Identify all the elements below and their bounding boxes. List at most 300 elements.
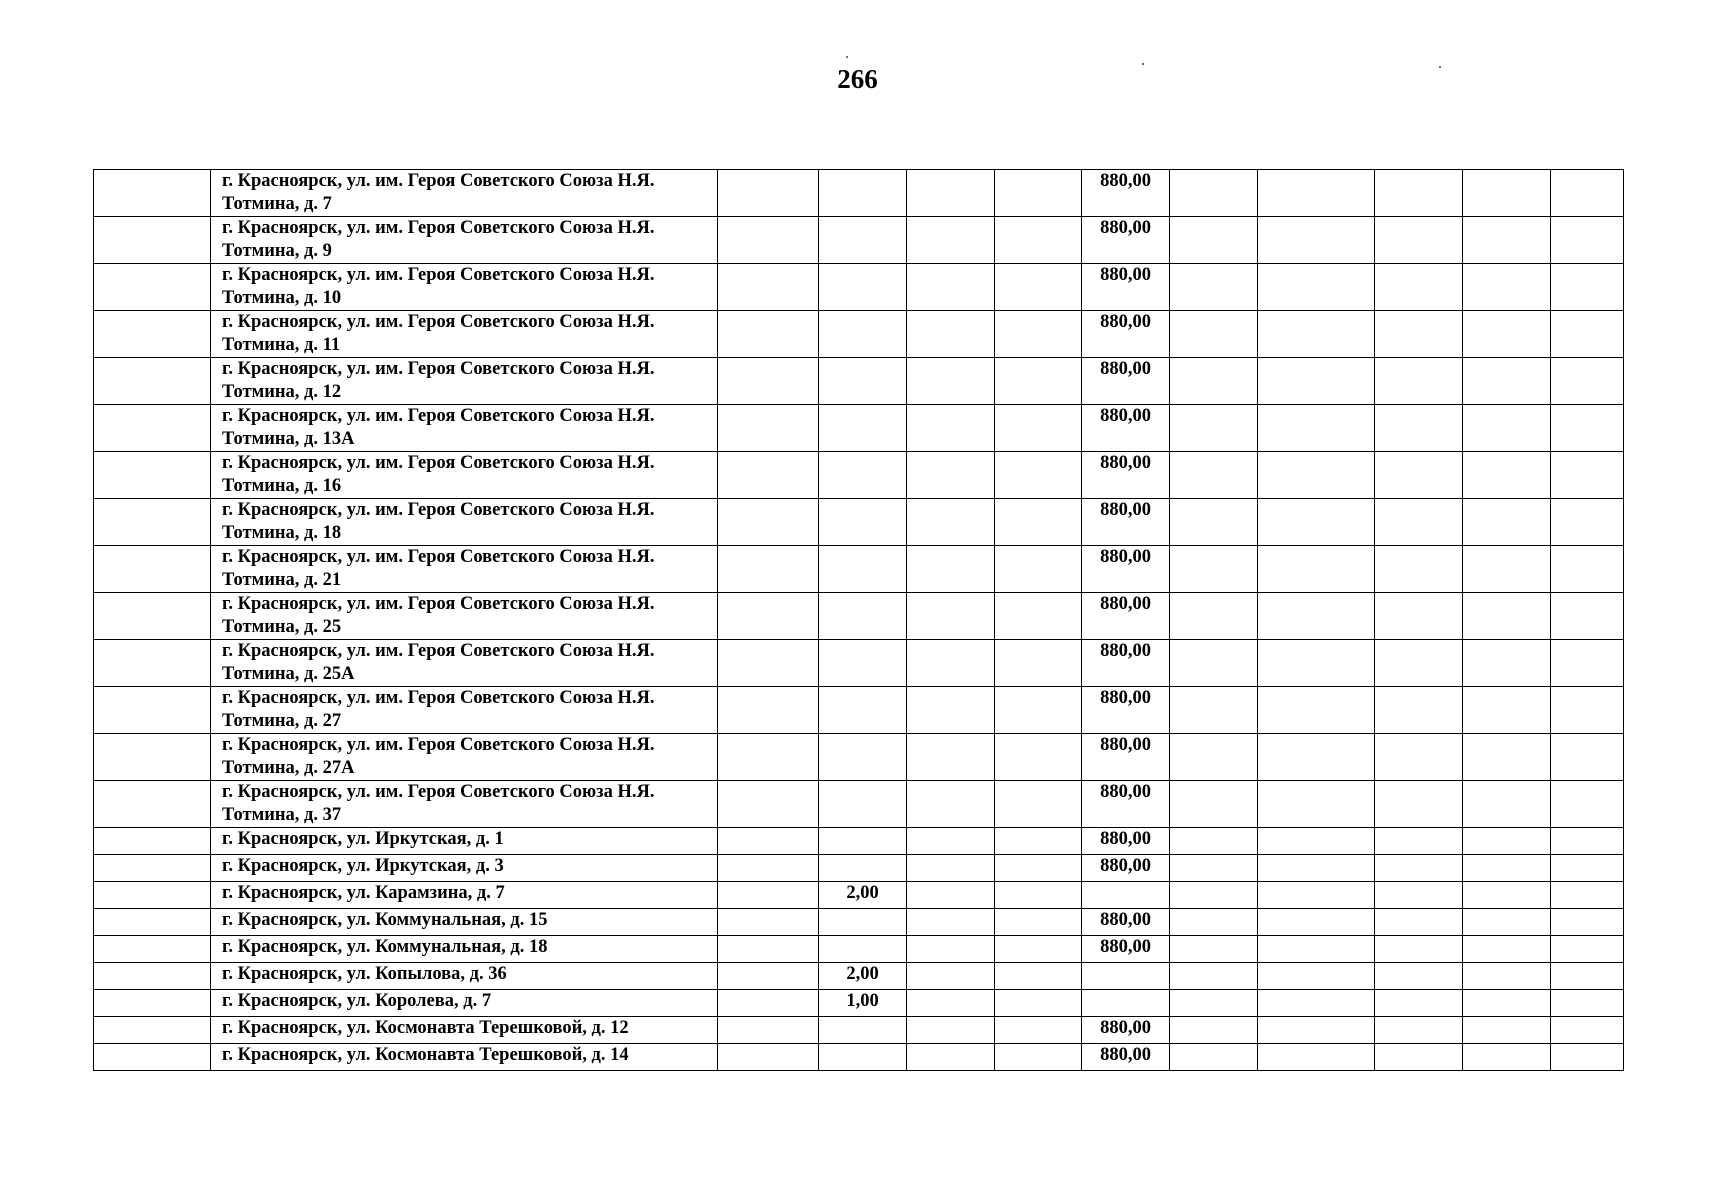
empty-cell [1551,499,1624,546]
address-line-2: Тотмина, д. 21 [222,570,342,590]
empty-cell [907,546,995,593]
address-line-1: г. Красноярск, ул. им. Героя Советского Союза Н.Я. [222,171,655,191]
quantity-cell [819,546,907,593]
empty-cell [907,311,995,358]
empty-cell [1258,855,1375,882]
empty-cell [1258,781,1375,828]
empty-cell [1463,963,1551,990]
empty-cell [94,405,211,452]
empty-cell [1170,882,1258,909]
empty-cell [1463,499,1551,546]
address-line-2: Тотмина, д. 25 [222,617,342,637]
empty-cell [1258,828,1375,855]
empty-cell [1258,311,1375,358]
empty-cell [1258,963,1375,990]
page-number: 266 [837,64,878,94]
empty-cell [995,499,1082,546]
empty-cell [995,936,1082,963]
empty-cell [907,734,995,781]
empty-cell [1551,936,1624,963]
empty-cell [1551,405,1624,452]
quantity-cell [819,909,907,936]
empty-cell [1375,1044,1463,1071]
empty-cell [1170,855,1258,882]
empty-cell [1463,909,1551,936]
amount-cell: 880,00 [1082,499,1170,546]
address-line-2: Тотмина, д. 9 [222,241,332,261]
empty-cell [94,1017,211,1044]
empty-cell [94,593,211,640]
amount-cell: 880,00 [1082,909,1170,936]
empty-cell [718,936,819,963]
empty-cell [1375,499,1463,546]
address-line-1: г. Красноярск, ул. им. Героя Советского Союза Н.Я. [222,641,655,661]
table-row [94,909,1624,936]
empty-cell [1375,781,1463,828]
empty-cell [1170,963,1258,990]
address-line-2: Тотмина, д. 12 [222,382,342,402]
empty-cell [995,909,1082,936]
quantity-cell: 1,00 [819,990,907,1017]
empty-cell [718,990,819,1017]
address-line-1: г. Красноярск, ул. им. Героя Советского Союза Н.Я. [222,594,655,614]
empty-cell [907,936,995,963]
empty-cell [1463,217,1551,264]
empty-cell [907,217,995,264]
address-line-2: Тотмина, д. 11 [222,335,341,355]
empty-cell [1551,593,1624,640]
empty-cell [718,593,819,640]
address-cell [211,781,718,828]
empty-cell [907,963,995,990]
quantity-cell [819,452,907,499]
empty-cell [94,640,211,687]
address-cell [211,882,718,909]
quantity-cell: 2,00 [819,963,907,990]
empty-cell [1551,1044,1624,1071]
empty-cell [1375,264,1463,311]
empty-cell [94,828,211,855]
empty-cell [718,358,819,405]
empty-cell [1551,217,1624,264]
empty-cell [1463,452,1551,499]
quantity-cell [819,170,907,217]
empty-cell [1463,882,1551,909]
table-body [94,170,1624,1071]
empty-cell [1375,217,1463,264]
address-line-1: г. Красноярск, ул. Карамзина, д. 7 [222,883,505,903]
empty-cell [94,734,211,781]
amount-cell: 880,00 [1082,452,1170,499]
quantity-cell [819,1044,907,1071]
amount-cell: 880,00 [1082,828,1170,855]
empty-cell [1375,311,1463,358]
address-line-2: Тотмина, д. 16 [222,476,342,496]
quantity-cell [819,217,907,264]
address-line-1: г. Красноярск, ул. им. Героя Советского Союза Н.Я. [222,547,655,567]
table-row [94,963,1624,990]
empty-cell [94,358,211,405]
empty-cell [94,499,211,546]
empty-cell [1551,990,1624,1017]
empty-cell [94,882,211,909]
address-line-1: г. Красноярск, ул. Копылова, д. 36 [222,964,507,984]
empty-cell [1375,936,1463,963]
amount-cell: 880,00 [1082,781,1170,828]
empty-cell [1258,499,1375,546]
empty-cell [1258,1017,1375,1044]
empty-cell [995,452,1082,499]
address-line-1: г. Красноярск, ул. им. Героя Советского Союза Н.Я. [222,218,655,238]
empty-cell [1463,640,1551,687]
empty-cell [907,687,995,734]
empty-cell [1463,405,1551,452]
address-cell [211,311,718,358]
empty-cell [1551,170,1624,217]
empty-cell [1551,855,1624,882]
empty-cell [1551,781,1624,828]
empty-cell [1375,734,1463,781]
empty-cell [1258,217,1375,264]
empty-cell [1258,1044,1375,1071]
empty-cell [907,828,995,855]
empty-cell [1463,734,1551,781]
empty-cell [1551,264,1624,311]
address-cell [211,909,718,936]
amount-cell: 880,00 [1082,217,1170,264]
empty-cell [995,855,1082,882]
empty-cell [1551,640,1624,687]
empty-cell [1258,593,1375,640]
empty-cell [995,990,1082,1017]
address-line-1: г. Красноярск, ул. Королева, д. 7 [222,991,492,1011]
empty-cell [1258,358,1375,405]
empty-cell [1170,734,1258,781]
address-line-2: Тотмина, д. 10 [222,288,342,308]
table-row [94,990,1624,1017]
empty-cell [718,687,819,734]
address-line-2: Тотмина, д. 27А [222,758,355,778]
address-line-2: Тотмина, д. 18 [222,523,342,543]
amount-cell: 880,00 [1082,264,1170,311]
address-cell [211,963,718,990]
amount-cell [1082,990,1170,1017]
empty-cell [1258,990,1375,1017]
empty-cell [995,405,1082,452]
amount-cell: 880,00 [1082,405,1170,452]
empty-cell [1463,1017,1551,1044]
empty-cell [1463,990,1551,1017]
address-line-1: г. Красноярск, ул. Космонавта Терешковой, д. 14 [222,1045,629,1065]
empty-cell [1170,358,1258,405]
empty-cell [1551,358,1624,405]
quantity-cell [819,358,907,405]
empty-cell [995,311,1082,358]
empty-cell [907,1017,995,1044]
empty-cell [1258,909,1375,936]
address-line-1: г. Красноярск, ул. Иркутская, д. 3 [222,856,504,876]
address-cell [211,734,718,781]
table-row [94,828,1624,855]
empty-cell [1258,546,1375,593]
empty-cell [718,963,819,990]
empty-cell [1551,828,1624,855]
quantity-cell [819,311,907,358]
empty-cell [94,963,211,990]
address-cell [211,264,718,311]
empty-cell [718,828,819,855]
empty-cell [1258,734,1375,781]
empty-cell [907,855,995,882]
address-cell [211,990,718,1017]
empty-cell [718,311,819,358]
table-row [94,687,1624,734]
table-row [94,1044,1624,1071]
quantity-cell [819,828,907,855]
amount-cell: 880,00 [1082,1017,1170,1044]
empty-cell [94,781,211,828]
empty-cell [1258,264,1375,311]
empty-cell [718,405,819,452]
scan-speck [1439,66,1441,68]
table-row [94,855,1624,882]
amount-cell: 880,00 [1082,640,1170,687]
table-row [94,217,1624,264]
empty-cell [1375,170,1463,217]
quantity-cell [819,687,907,734]
empty-cell [94,170,211,217]
empty-cell [1258,170,1375,217]
address-line-2: Тотмина, д. 37 [222,805,342,825]
empty-cell [907,1044,995,1071]
empty-cell [94,855,211,882]
empty-cell [1463,546,1551,593]
address-line-1: г. Красноярск, ул. им. Героя Советского Союза Н.Я. [222,359,655,379]
empty-cell [94,687,211,734]
empty-cell [907,781,995,828]
table-row [94,405,1624,452]
address-table [93,169,1624,1071]
table-row [94,452,1624,499]
empty-cell [1375,990,1463,1017]
table-row [94,264,1624,311]
empty-cell [995,963,1082,990]
empty-cell [995,264,1082,311]
empty-cell [907,358,995,405]
empty-cell [94,1044,211,1071]
empty-cell [907,405,995,452]
empty-cell [1258,687,1375,734]
amount-cell: 880,00 [1082,855,1170,882]
empty-cell [995,217,1082,264]
address-cell [211,358,718,405]
table-row [94,734,1624,781]
quantity-cell [819,855,907,882]
empty-cell [995,640,1082,687]
empty-cell [1170,264,1258,311]
quantity-cell [819,936,907,963]
empty-cell [1551,311,1624,358]
address-line-1: г. Красноярск, ул. им. Героя Советского Союза Н.Я. [222,500,655,520]
empty-cell [1258,882,1375,909]
quantity-cell [819,405,907,452]
address-cell [211,405,718,452]
empty-cell [718,452,819,499]
empty-cell [718,217,819,264]
scan-speck [1142,63,1144,65]
address-cell [211,170,718,217]
table-row [94,593,1624,640]
empty-cell [1551,734,1624,781]
empty-cell [1170,546,1258,593]
amount-cell [1082,882,1170,909]
empty-cell [718,640,819,687]
empty-cell [1170,405,1258,452]
address-line-2: Тотмина, д. 25А [222,664,355,684]
quantity-cell [819,593,907,640]
empty-cell [1170,217,1258,264]
table-row [94,781,1624,828]
table-row [94,882,1624,909]
empty-cell [1170,499,1258,546]
empty-cell [1463,170,1551,217]
empty-cell [995,1017,1082,1044]
empty-cell [907,882,995,909]
address-cell [211,546,718,593]
empty-cell [718,546,819,593]
empty-cell [995,546,1082,593]
address-cell [211,1044,718,1071]
empty-cell [1258,452,1375,499]
empty-cell [718,882,819,909]
empty-cell [907,452,995,499]
address-line-1: г. Красноярск, ул. им. Героя Советского Союза Н.Я. [222,735,655,755]
empty-cell [1375,828,1463,855]
empty-cell [1170,828,1258,855]
amount-cell: 880,00 [1082,311,1170,358]
empty-cell [995,882,1082,909]
address-cell [211,593,718,640]
empty-cell [1375,882,1463,909]
empty-cell [1258,936,1375,963]
table-row [94,1017,1624,1044]
empty-cell [94,264,211,311]
empty-cell [995,687,1082,734]
empty-cell [718,1017,819,1044]
amount-cell: 880,00 [1082,1044,1170,1071]
address-line-2: Тотмина, д. 7 [222,194,332,214]
empty-cell [94,217,211,264]
empty-cell [995,593,1082,640]
table-row [94,170,1624,217]
address-cell [211,452,718,499]
empty-cell [1375,593,1463,640]
quantity-cell [819,499,907,546]
empty-cell [1375,1017,1463,1044]
empty-cell [1170,990,1258,1017]
table-row [94,311,1624,358]
empty-cell [718,781,819,828]
quantity-cell: 2,00 [819,882,907,909]
empty-cell [1170,170,1258,217]
empty-cell [1463,936,1551,963]
empty-cell [718,909,819,936]
empty-cell [94,936,211,963]
amount-cell: 880,00 [1082,358,1170,405]
empty-cell [94,990,211,1017]
amount-cell: 880,00 [1082,170,1170,217]
empty-cell [1375,546,1463,593]
address-line-1: г. Красноярск, ул. Коммунальная, д. 18 [222,937,548,957]
address-line-1: г. Красноярск, ул. им. Героя Советского Союза Н.Я. [222,782,655,802]
empty-cell [1463,828,1551,855]
empty-cell [718,1044,819,1071]
empty-cell [995,1044,1082,1071]
empty-cell [1170,687,1258,734]
empty-cell [907,499,995,546]
empty-cell [1170,1017,1258,1044]
empty-cell [1170,1044,1258,1071]
empty-cell [995,781,1082,828]
amount-cell: 880,00 [1082,687,1170,734]
empty-cell [1551,687,1624,734]
table-row [94,546,1624,593]
empty-cell [718,264,819,311]
address-line-1: г. Красноярск, ул. им. Героя Советского Союза Н.Я. [222,312,655,332]
quantity-cell [819,734,907,781]
empty-cell [1551,963,1624,990]
empty-cell [907,990,995,1017]
empty-cell [1463,593,1551,640]
empty-cell [1258,405,1375,452]
empty-cell [718,499,819,546]
address-line-1: г. Красноярск, ул. Космонавта Терешковой, д. 12 [222,1018,629,1038]
empty-cell [1170,452,1258,499]
empty-cell [1375,687,1463,734]
empty-cell [1463,358,1551,405]
empty-cell [94,909,211,936]
table-row [94,358,1624,405]
amount-cell: 880,00 [1082,546,1170,593]
address-cell [211,217,718,264]
address-cell [211,1017,718,1044]
empty-cell [94,546,211,593]
empty-cell [1375,909,1463,936]
empty-cell [995,170,1082,217]
table-row [94,499,1624,546]
quantity-cell [819,640,907,687]
amount-cell: 880,00 [1082,593,1170,640]
address-cell [211,640,718,687]
address-cell [211,499,718,546]
empty-cell [1463,264,1551,311]
empty-cell [1551,452,1624,499]
empty-cell [94,311,211,358]
empty-cell [1170,311,1258,358]
empty-cell [907,593,995,640]
empty-cell [907,640,995,687]
quantity-cell [819,264,907,311]
address-line-2: Тотмина, д. 13А [222,429,355,449]
address-cell [211,936,718,963]
address-line-2: Тотмина, д. 27 [222,711,342,731]
empty-cell [1375,640,1463,687]
empty-cell [995,734,1082,781]
scan-speck [846,56,848,58]
empty-cell [995,828,1082,855]
empty-cell [1463,311,1551,358]
empty-cell [1463,687,1551,734]
